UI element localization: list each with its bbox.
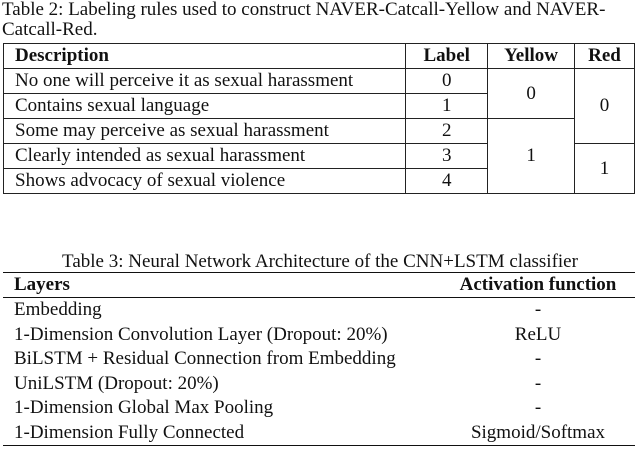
header-label: Label xyxy=(406,44,488,69)
header-red: Red xyxy=(575,44,635,69)
activation-name: - xyxy=(534,299,542,321)
layer-name: 1-Dimension Convolution Layer (Dropout: 20%) xyxy=(14,323,388,345)
table-row xyxy=(3,298,635,323)
row-description: Clearly intended as sexual harassment xyxy=(4,144,406,169)
table-row xyxy=(3,347,635,372)
table2-caption: Table 2: Labeling rules used to construct NAVER-Catcall-Yellow and NAVER-Catcall-Red. xyxy=(2,0,606,40)
table-row xyxy=(3,421,635,446)
layer-name: 1-Dimension Fully Connected xyxy=(3,421,441,446)
header-activation: Activation function xyxy=(441,273,635,298)
header-layers: Layers xyxy=(3,273,441,298)
row-label: 4 xyxy=(406,169,488,194)
layer-name: 1-Dimension Global Max Pooling xyxy=(14,397,274,419)
activation-name: ReLU xyxy=(514,323,562,345)
activation-name: - xyxy=(534,348,542,370)
activation-name: - xyxy=(534,372,542,394)
activation-name: Sigmoid/Softmax xyxy=(441,421,635,446)
table-row xyxy=(3,372,635,397)
layer-name: Embedding xyxy=(14,299,102,321)
labeling-rules-table xyxy=(3,43,635,194)
header-yellow: Yellow xyxy=(488,44,575,69)
table3-caption: Table 3: Neural Network Architecture of the CNN+LSTM classifier xyxy=(62,251,578,272)
table-header-row xyxy=(3,273,635,298)
red-group-0: 0 xyxy=(575,69,635,144)
table-header-row xyxy=(4,44,635,69)
row-description: Some may perceive as sexual harassment xyxy=(4,119,406,144)
row-description: No one will perceive it as sexual harassment xyxy=(4,69,406,94)
layer-name: BiLSTM + Residual Connection from Embedding xyxy=(14,348,396,370)
row-label: 3 xyxy=(406,144,488,169)
row-label: 1 xyxy=(406,94,488,119)
yellow-group-1: 1 xyxy=(488,119,575,194)
header-description: Description xyxy=(4,44,406,69)
yellow-group-0: 0 xyxy=(488,69,575,119)
row-label: 0 xyxy=(406,69,488,94)
table-row xyxy=(4,69,635,94)
red-group-1: 1 xyxy=(575,144,635,194)
row-description: Shows advocacy of sexual violence xyxy=(4,169,406,194)
row-description: Contains sexual language xyxy=(4,94,406,119)
table-row xyxy=(3,396,635,421)
row-label: 2 xyxy=(406,119,488,144)
layer-name: UniLSTM (Dropout: 20%) xyxy=(14,372,219,394)
activation-name: - xyxy=(534,397,542,419)
architecture-table xyxy=(3,272,635,446)
table-row xyxy=(4,119,635,144)
table-row xyxy=(3,323,635,348)
